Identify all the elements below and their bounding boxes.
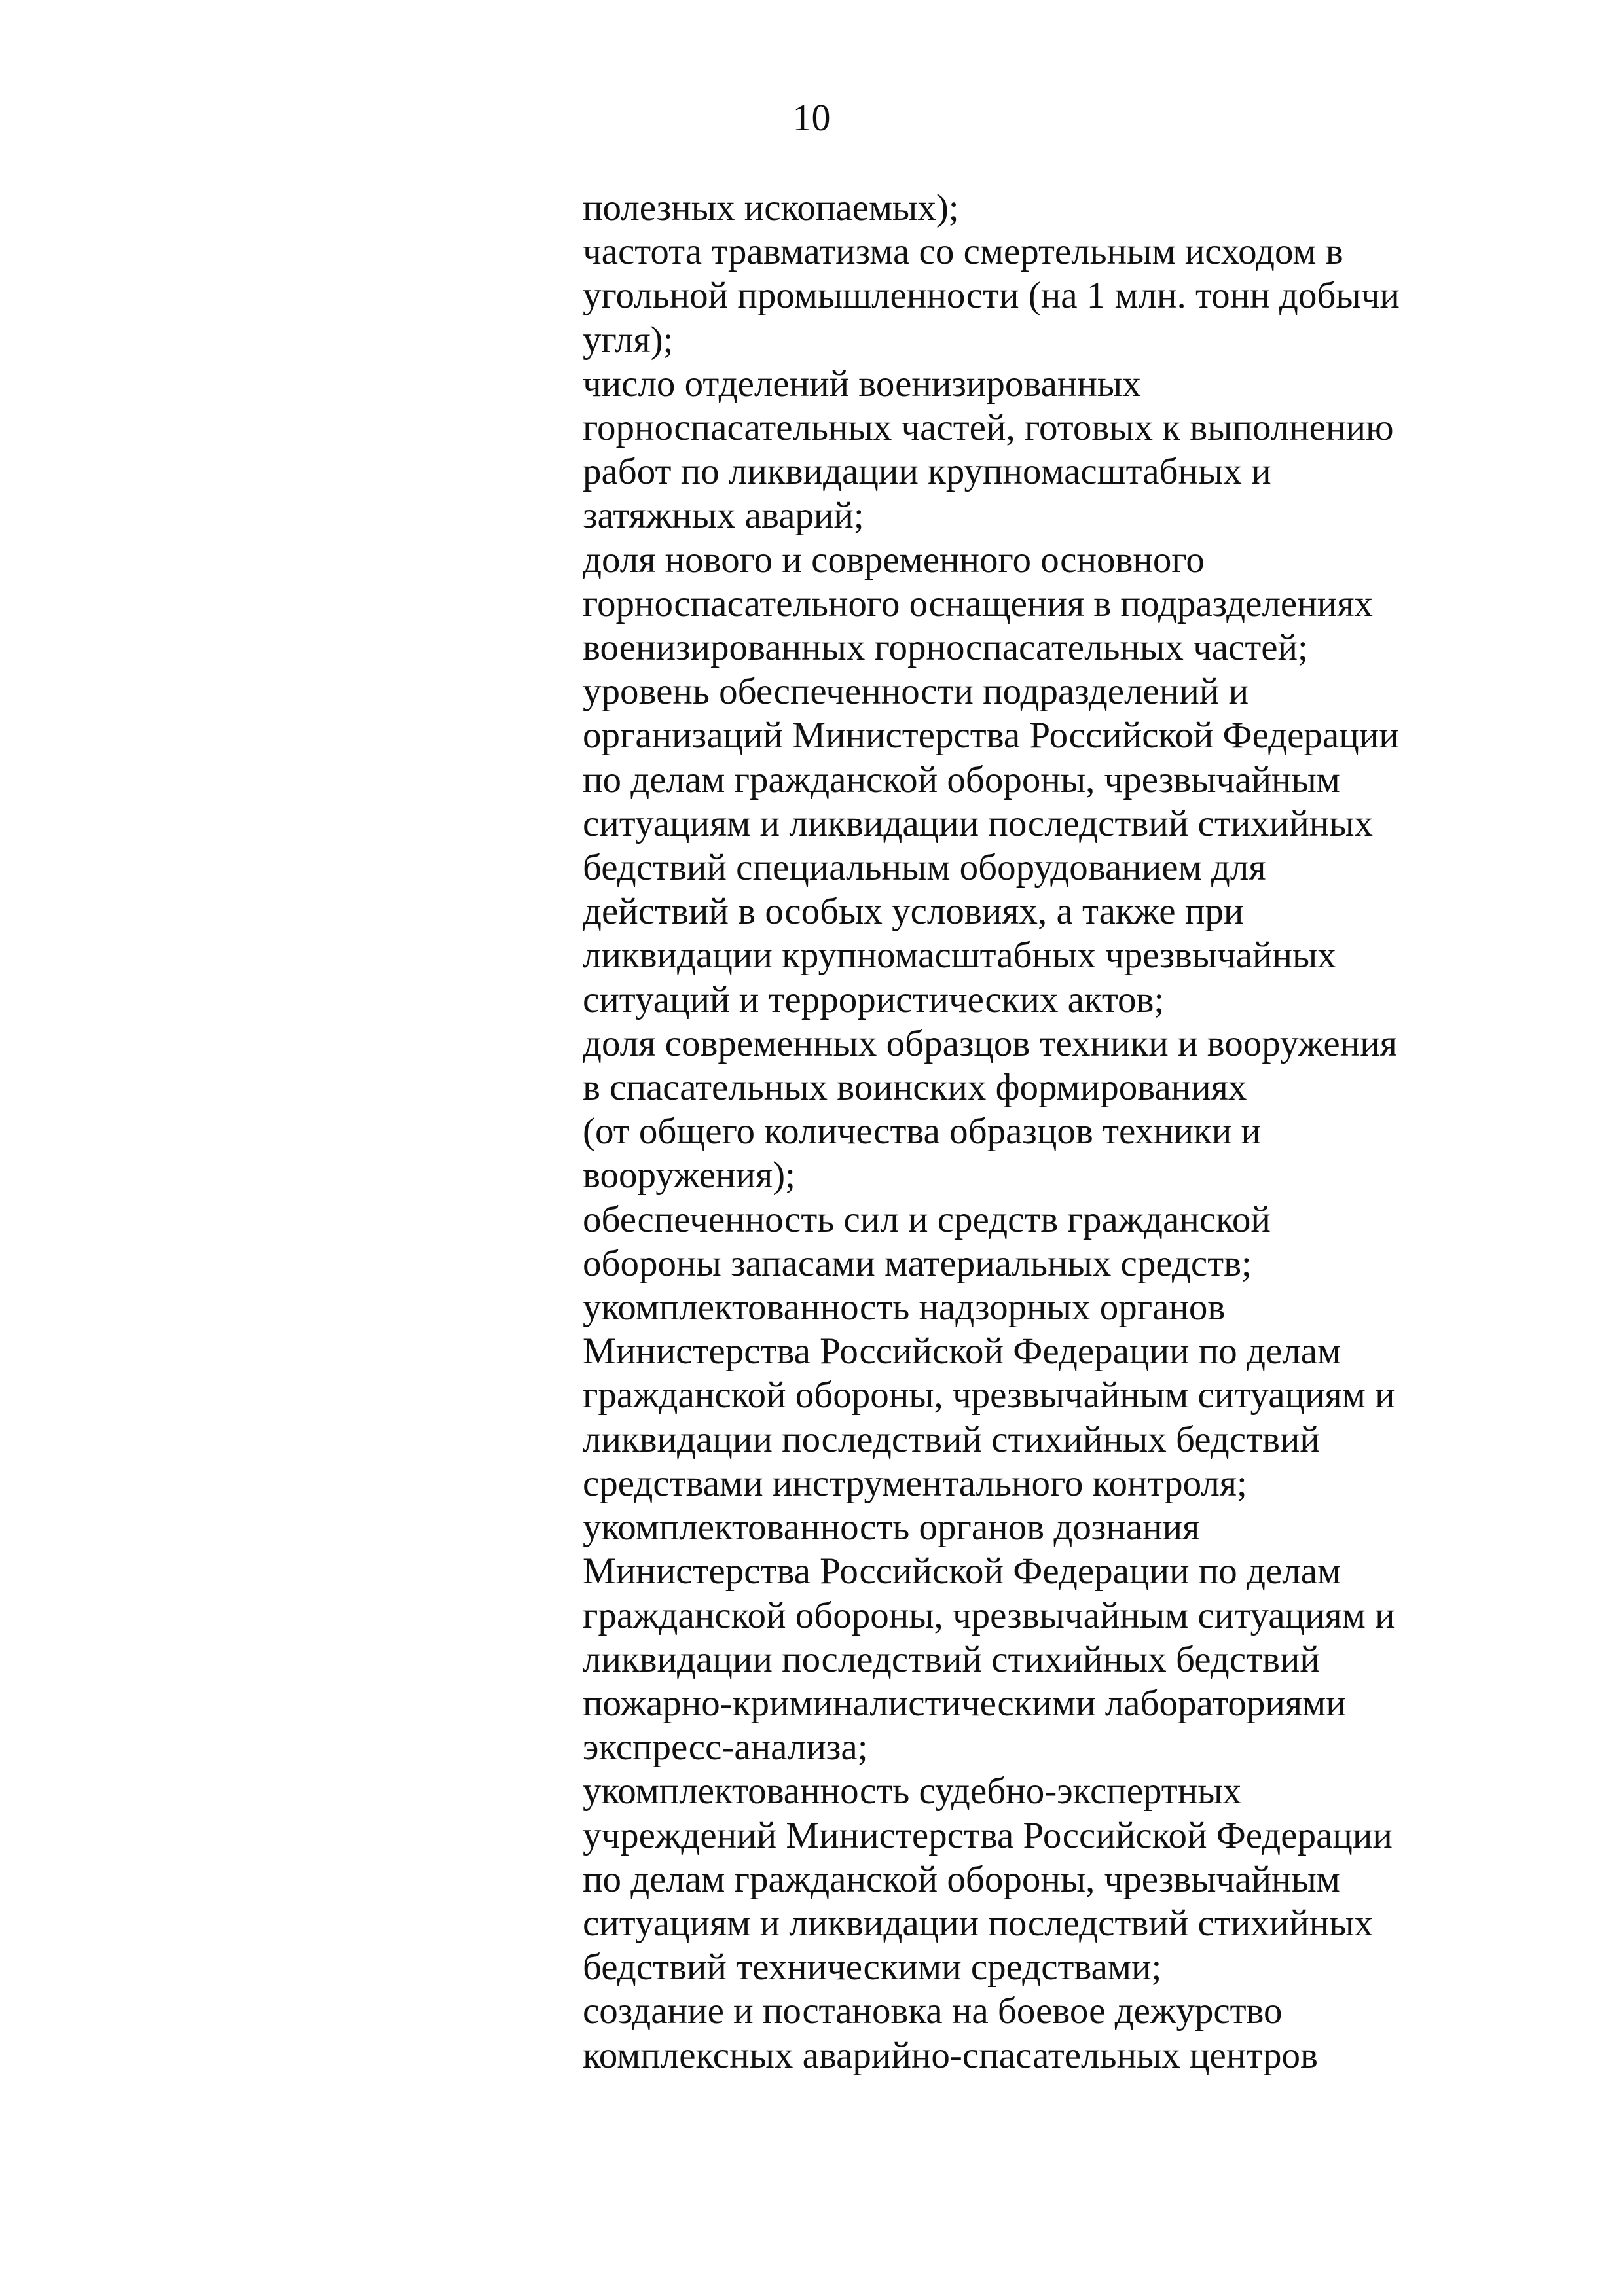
text-line: Министерства Российской Федерации по делам [583, 1331, 1341, 1372]
text-line: укомплектованность надзорных органов [583, 1287, 1226, 1329]
page-number: 10 [792, 96, 831, 139]
text-line: угля); [583, 319, 674, 361]
text-line: Министерства Российской Федерации по делам [583, 1551, 1341, 1592]
text-line: ситуациям и ликвидации последствий стихийных [583, 802, 1374, 844]
text-line: ликвидации последствий стихийных бедствий [583, 1418, 1320, 1460]
text-line: вооружения); [583, 1155, 795, 1196]
text-line: работ по ликвидации крупномасштабных и [583, 451, 1271, 493]
text-line: бедствий специальным оборудованием для [583, 847, 1266, 889]
document-body [583, 186, 1453, 2077]
text-line: пожарно-криминалистическими лабораториями [583, 1682, 1346, 1724]
text-line: горноспасательных частей, готовых к выполнению [583, 407, 1394, 449]
text-line: горноспасательного оснащения в подразделениях [583, 583, 1373, 624]
text-line: затяжных аварий; [583, 495, 864, 537]
text-line: ситуациям и ликвидации последствий стихийных [583, 1902, 1374, 1944]
text-line: гражданской обороны, чрезвычайным ситуациям и [583, 1374, 1395, 1416]
text-line: (от общего количества образцов техники и [583, 1111, 1261, 1153]
text-line: ситуаций и террористических актов; [583, 978, 1165, 1020]
text-line: гражданской обороны, чрезвычайным ситуациям и [583, 1594, 1395, 1636]
text-line: укомплектованность судебно-экспертных [583, 1770, 1242, 1812]
text-line: организаций Министерства Российской Федерации [583, 715, 1399, 757]
text-line: доля современных образцов техники и вооружения [583, 1022, 1397, 1064]
text-line: уровень обеспеченности подразделений и [583, 671, 1249, 713]
text-line: ликвидации крупномасштабных чрезвычайных [583, 935, 1336, 977]
text-line: полезных ископаемых); [583, 187, 959, 228]
text-line: по делам гражданской обороны, чрезвычайным [583, 759, 1340, 800]
text-line: обеспеченность сил и средств гражданской [583, 1198, 1271, 1240]
text-line: средствами инструментального контроля; [583, 1462, 1247, 1504]
text-line: военизированных горноспасательных частей; [583, 627, 1308, 669]
text-line: в спасательных воинских формированиях [583, 1067, 1247, 1109]
text-line: бедствий техническими средствами; [583, 1946, 1162, 1988]
text-line: угольной промышленности (на 1 млн. тонн добычи [583, 275, 1400, 317]
text-line: создание и постановка на боевое дежурство [583, 1990, 1283, 2032]
text-line: учреждений Министерства Российской Федерации [583, 1814, 1393, 1856]
text-line: экспресс-анализа; [583, 1727, 868, 1768]
text-line: число отделений военизированных [583, 363, 1141, 404]
text-line: укомплектованность органов дознания [583, 1507, 1200, 1549]
text-line: действий в особых условиях, а также при [583, 891, 1244, 933]
text-line: комплексных аварийно-спасательных центров [583, 2034, 1318, 2076]
text-line: обороны запасами материальных средств; [583, 1242, 1252, 1284]
text-line: по делам гражданской обороны, чрезвычайным [583, 1858, 1340, 1900]
text-line: частота травматизма со смертельным исходом в [583, 231, 1343, 273]
text-line: ликвидации последствий стихийных бедствий [583, 1638, 1320, 1680]
text-line: доля нового и современного основного [583, 539, 1205, 581]
